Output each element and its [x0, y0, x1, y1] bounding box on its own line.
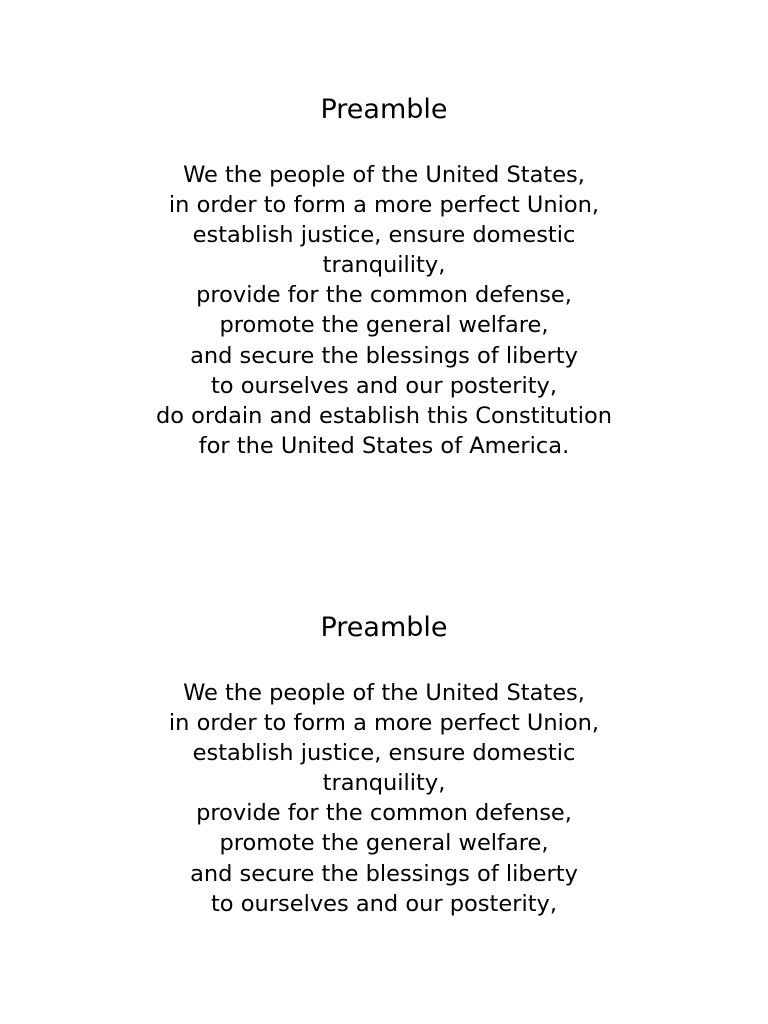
text-line: for the United States of America.	[198, 432, 570, 459]
text-line: in order to form a more perfect Union,	[168, 192, 600, 219]
text-line: We the people of the United States,	[183, 162, 585, 188]
text-line: and secure the blessings of liberty	[190, 860, 578, 887]
text-line: tranquility,	[322, 770, 446, 797]
text-line: and secure the blessings of liberty	[190, 342, 578, 369]
text-line: to ourselves and our posterity,	[210, 372, 557, 399]
preamble-text	[0, 678, 768, 919]
text-line: tranquility,	[322, 252, 446, 279]
preamble-text	[0, 160, 768, 461]
preamble-section-2	[0, 610, 768, 919]
text-line: to ourselves and our posterity,	[210, 890, 557, 917]
text-line: do ordain and establish this Constitution	[155, 402, 613, 429]
text-line: provide for the common defense,	[196, 282, 572, 309]
text-line: provide for the common defense,	[196, 800, 572, 827]
text-line: establish justice, ensure domestic	[192, 222, 576, 249]
text-line: We the people of the United States,	[183, 680, 585, 706]
text-line: promote the general welfare,	[219, 312, 549, 339]
section-heading: Preamble	[320, 612, 448, 643]
text-line: in order to form a more perfect Union,	[168, 710, 600, 737]
text-line: promote the general welfare,	[219, 830, 549, 857]
text-line: establish justice, ensure domestic	[192, 740, 576, 767]
preamble-section-1	[0, 92, 768, 461]
section-heading: Preamble	[320, 94, 448, 125]
